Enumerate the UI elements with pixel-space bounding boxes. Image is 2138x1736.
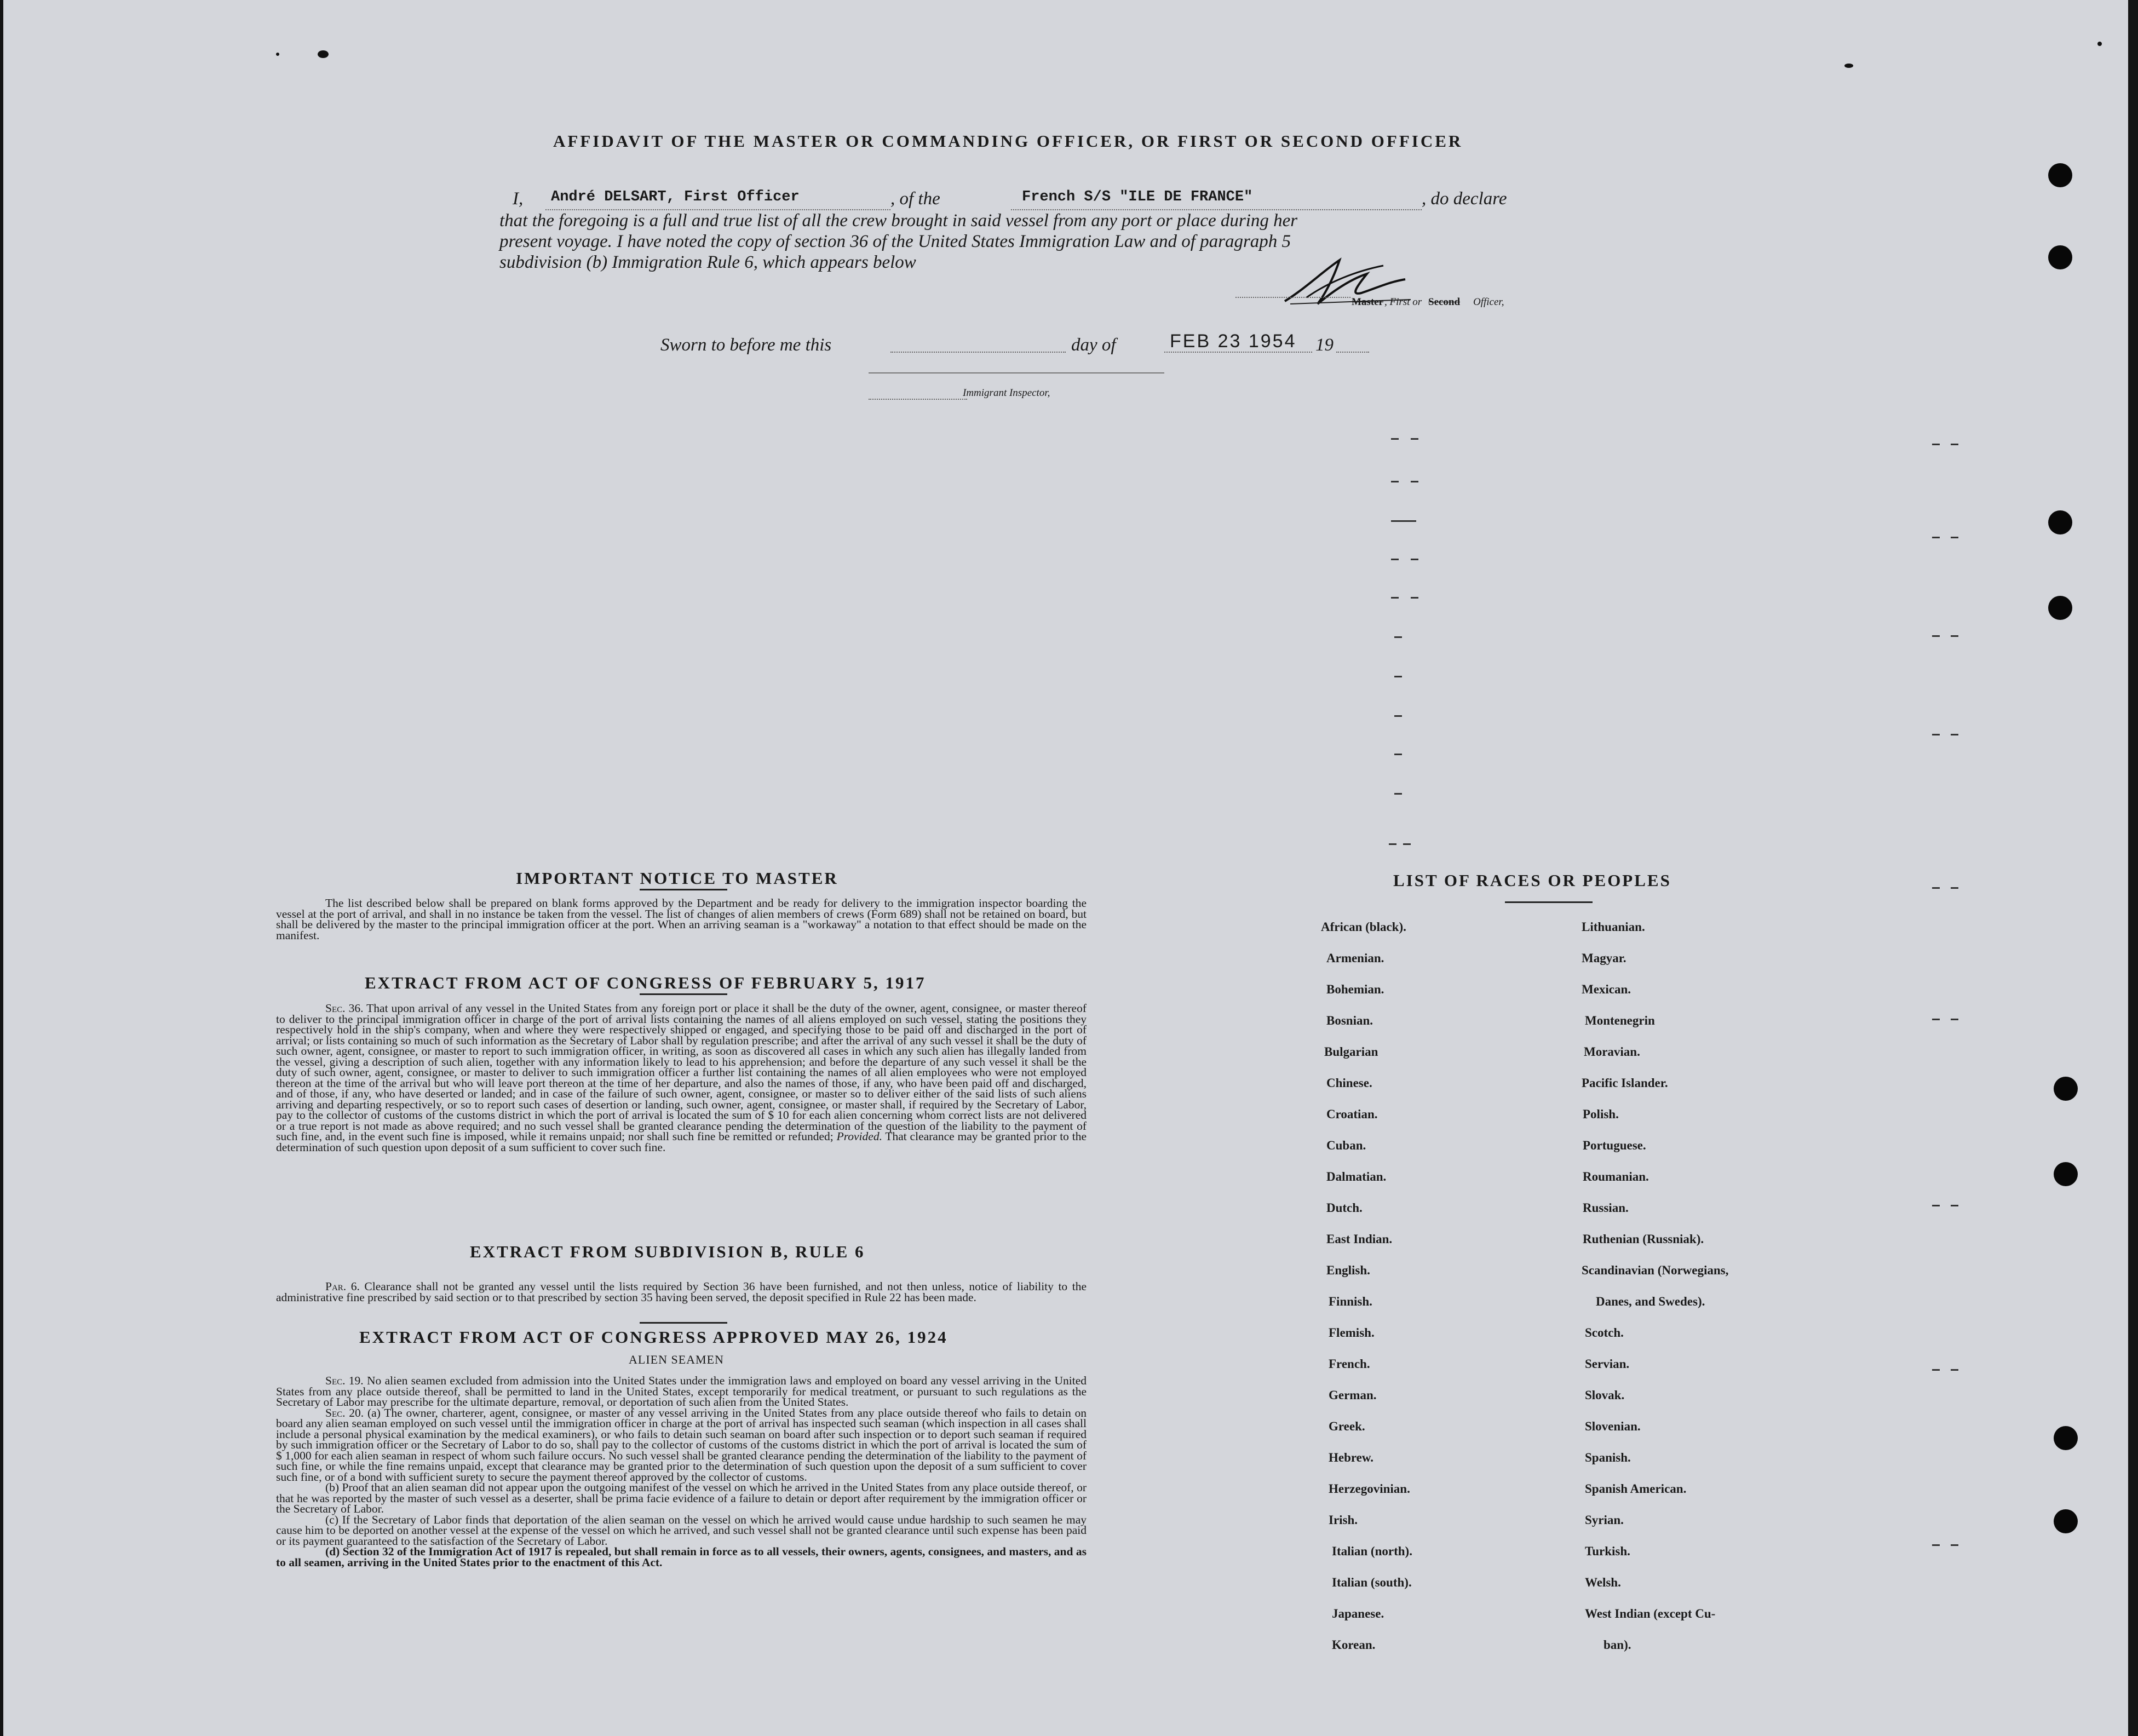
punch-hole	[2048, 510, 2072, 534]
sec-36-label: Sec. 36.	[325, 1002, 364, 1015]
race-entry-4: Moravian.	[1584, 1045, 1640, 1059]
race-entry-20: Turkish.	[1585, 1544, 1630, 1558]
sworn-day-of: day of	[1071, 335, 1116, 355]
ghost-dash	[1951, 1205, 1958, 1206]
race-entry-10: Ruthenian (Russniak).	[1583, 1232, 1704, 1246]
race-entry-20: Italian (north).	[1332, 1544, 1412, 1558]
race-entry-16: Greek.	[1329, 1419, 1365, 1433]
race-entry-7: Cuban.	[1326, 1139, 1366, 1152]
signature-caption-officer: Officer,	[1473, 296, 1504, 308]
ghost-dash	[1411, 438, 1418, 440]
document-page	[3, 0, 2128, 1736]
race-entry-3: Montenegrin	[1585, 1014, 1655, 1027]
ghost-dash	[1951, 1369, 1958, 1371]
notice-body: The list described below shall be prepared on blank forms approved by the Department and be ready for delivery to the immigration inspector boarding the vessel at the port of arrival, and shall in no instance be taken from the vessel. The list of changes of alien members of crews (Form 689) shall not be retained on board, but shall be delivered by the master to the principal immigration officer at the port. When an arriving seaman is a "workaway" a notation to that effect should be made on the manifest.	[276, 896, 1087, 942]
ghost-dash	[1411, 597, 1418, 599]
affidavit-line-2: that the foregoing is a full and true list of all the crew brought in said vessel from any port or place during her	[499, 211, 1298, 231]
ghost-dash	[1932, 444, 1940, 445]
race-entry-18: Spanish American.	[1585, 1482, 1687, 1496]
ghost-dash	[1951, 444, 1958, 445]
race-entry-12: Finnish.	[1329, 1295, 1372, 1308]
races-title: LIST OF RACES OR PEOPLES	[1393, 871, 1671, 890]
sec-20a-text: (a) The owner, charterer, agent, consignee, or master of any vessel arriving in the United States from any place outside thereof who fails to detain on board any alien seaman employed on such vessel until the immigration officer in charge at the port of arrival has inspected such seaman (which inspection in all cases shall include a personal physical examination by the medical examiners), or who fails to detain such seaman on board after such inspection or to deport such seaman if required by such immigration officer or the Secretary of Labor to do so, shall pay to the collector of customs of the customs district in which the port of arrival is located the sum of $ 1,000 for each alien seaman in respect of whom such failure occurs. No such vessel shall be granted clearance pending the determination of the liability to the payment of such fine, or while the fine remains unpaid, except that clearance may be granted prior to the determination of such question upon the deposit of a sum sufficient to cover such fine, or of a bond with sufficient surety to secure the payment thereof approved by the collector of customs.	[276, 1406, 1087, 1484]
ink-speck	[1844, 64, 1853, 68]
race-entry-14: French.	[1329, 1357, 1370, 1371]
par-6-label: Par. 6.	[325, 1280, 360, 1293]
sec-20a-paragraph	[276, 1408, 1087, 1483]
ghost-dash	[1394, 715, 1402, 717]
notice-title: IMPORTANT NOTICE TO MASTER	[516, 869, 838, 888]
ghost-dash	[1951, 1544, 1958, 1546]
affidavit-title: AFFIDAVIT OF THE MASTER OR COMMANDING OFFICER, OR FIRST OR SECOND OFFICER	[553, 131, 1463, 151]
punch-hole	[2054, 1426, 2078, 1450]
ghost-dash	[1411, 481, 1418, 482]
provided-word: Provided.	[836, 1130, 882, 1143]
ink-speck	[2097, 42, 2102, 46]
inspector-signature-line	[869, 372, 1164, 373]
sworn-year-prefix: 19	[1315, 335, 1334, 355]
affidavit-line-4: subdivision (b) Immigration Rule 6, which appears below	[499, 252, 916, 272]
race-entry-14: Servian.	[1585, 1357, 1630, 1371]
ghost-dash	[1389, 843, 1396, 845]
sworn-day-line	[890, 350, 1066, 353]
affidavit-do-declare: , do declare	[1422, 189, 1507, 209]
signature-caption-master: Master	[1352, 296, 1384, 308]
officer-name-line	[545, 208, 890, 210]
officer-name-field: André DELSART, First Officer	[551, 189, 800, 205]
punch-hole	[2048, 163, 2072, 187]
race-entry-13: Flemish.	[1329, 1326, 1375, 1340]
sworn-month-line	[1164, 350, 1312, 353]
punch-hole	[2048, 245, 2072, 269]
signature-caption-second: Second	[1428, 296, 1461, 308]
signature-line	[1235, 296, 1350, 298]
race-entry-1: Magyar.	[1582, 951, 1627, 965]
race-entry-11: English.	[1326, 1263, 1370, 1277]
race-entry-22: Japanese.	[1332, 1607, 1384, 1620]
race-entry-8: Dalmatian.	[1326, 1170, 1387, 1183]
race-entry-19: Irish.	[1329, 1513, 1358, 1527]
race-entry-16: Slovenian.	[1585, 1419, 1641, 1433]
race-entry-19: Syrian.	[1585, 1513, 1624, 1527]
race-entry-5: Chinese.	[1326, 1076, 1372, 1090]
vessel-name-line	[1011, 208, 1422, 210]
ghost-dash	[1932, 1544, 1940, 1546]
race-entry-13: Scotch.	[1585, 1326, 1624, 1340]
ink-speck	[318, 50, 329, 58]
ghost-dash	[1411, 559, 1418, 560]
races-title-rule	[1505, 901, 1593, 903]
ghost-dash	[1951, 635, 1958, 637]
punch-hole	[2054, 1077, 2078, 1101]
alien-seamen-subtitle: ALIEN SEAMEN	[629, 1353, 724, 1366]
ghost-dash	[1951, 887, 1958, 889]
extract-rule6-title: EXTRACT FROM SUBDIVISION B, RULE 6	[470, 1242, 865, 1261]
extract-1917-title: EXTRACT FROM ACT OF CONGRESS OF FEBRUARY 5, 1917	[365, 973, 926, 992]
ghost-dash	[1391, 597, 1399, 599]
ghost-dash	[1391, 481, 1399, 482]
ghost-dash	[1394, 754, 1402, 755]
ghost-dash	[1932, 1369, 1940, 1371]
vessel-name-field: French S/S "ILE DE FRANCE"	[1022, 189, 1253, 205]
race-entry-15: German.	[1329, 1388, 1377, 1402]
ghost-dash	[1932, 734, 1940, 735]
sec-19-label: Sec. 19.	[325, 1374, 364, 1387]
race-entry-9: Dutch.	[1326, 1201, 1363, 1215]
race-entry-5: Pacific Islander.	[1582, 1076, 1668, 1090]
race-entry-15: Slovak.	[1585, 1388, 1625, 1402]
ghost-dash	[1932, 537, 1940, 538]
ghost-dash	[1951, 734, 1958, 735]
race-entry-10: East Indian.	[1326, 1232, 1393, 1246]
notice-title-rule	[640, 889, 727, 890]
sec-20d-paragraph: (d) Section 32 of the Immigration Act of 1917 is repealed, but shall remain in force as to all vessels, their owners, agents, consignees, and masters, and as to all seamen, arriving in the United States prior to the enactment of this Act.	[276, 1545, 1087, 1569]
race-entry-2: Mexican.	[1582, 982, 1631, 996]
ghost-dash	[1391, 520, 1416, 522]
ghost-dash	[1932, 635, 1940, 637]
ghost-dash	[1394, 636, 1402, 638]
ink-speck	[276, 53, 279, 56]
extract-1917-body	[276, 1003, 1087, 1153]
sworn-date-stamp: FEB 23 1954	[1170, 331, 1297, 352]
race-entry-3: Bosnian.	[1326, 1014, 1373, 1027]
signature-caption-first: , First or	[1384, 296, 1422, 308]
race-entry-11: Scandinavian (Norwegians,	[1582, 1263, 1729, 1277]
punch-hole	[2048, 596, 2072, 620]
race-entry-17: Spanish.	[1585, 1451, 1631, 1464]
affidavit-of-the: , of the	[890, 189, 940, 209]
race-entry-0: African (black).	[1321, 920, 1406, 934]
ghost-dash	[1951, 537, 1958, 538]
sec-20b-paragraph: (b) Proof that an alien seaman did not appear upon the outgoing manifest of the vessel on which he arrived in the United States from any place outside thereof, or that he was reported by the master of such vessel as a deserter, shall be prima facie evidence of a failure to detain or deport after requirement by the immigration officer or the Secretary of Labor.	[276, 1481, 1087, 1515]
race-entry-9: Russian.	[1583, 1201, 1629, 1215]
sec-19-paragraph	[276, 1376, 1087, 1408]
extract-1924-body	[276, 1376, 1087, 1568]
race-entry-7: Portuguese.	[1583, 1139, 1646, 1152]
race-entry-12: Danes, and Swedes).	[1596, 1295, 1705, 1308]
inspector-caption-line	[869, 398, 967, 400]
race-entry-6: Croatian.	[1326, 1107, 1378, 1121]
punch-hole	[2054, 1509, 2078, 1533]
punch-hole	[2054, 1162, 2078, 1186]
ghost-dash	[1391, 438, 1399, 440]
race-entry-1: Armenian.	[1326, 951, 1384, 965]
ghost-dash	[1394, 793, 1402, 795]
ghost-dash	[1932, 887, 1940, 889]
extract-rule6-rule	[640, 1322, 727, 1324]
race-entry-4: Bulgarian	[1324, 1045, 1378, 1059]
race-entry-8: Roumanian.	[1583, 1170, 1649, 1183]
race-entry-21: Welsh.	[1585, 1576, 1621, 1589]
race-entry-17: Hebrew.	[1329, 1451, 1373, 1464]
extract-rule6-body	[276, 1281, 1087, 1303]
race-entry-18: Herzegovinian.	[1329, 1482, 1410, 1496]
par-6-text: Clearance shall not be granted any vessel until the lists required by Section 36 have been furnished, and not then unless, notice of liability to the administrative fine prescribed by said section or to that prescribed by section 35 having been served, the deposit specified in Rule 22 has been made.	[276, 1280, 1087, 1304]
ghost-dash	[1391, 559, 1399, 560]
affidavit-pronoun: I,	[513, 189, 524, 209]
ghost-dash	[1951, 1019, 1958, 1020]
race-entry-21: Italian (south).	[1332, 1576, 1412, 1589]
sec-20c-paragraph: (c) If the Secretary of Labor finds that deportation of the alien seaman on the vessel on which he arrived would cause undue hardship to such seamen he may cause him to be deported on another vessel at the expense of the vessel on which he arrived, and such vessel shall not be granted clearance until such expense has been paid or its payment guaranteed to the satisfaction of the Secretary of Labor.	[276, 1513, 1087, 1548]
race-entry-22: West Indian (except Cu-	[1585, 1607, 1716, 1620]
sec-36-text-end: That clearance may be granted prior to the determination of such question upon deposit of a sum sufficient to cover such fine.	[276, 1130, 1087, 1154]
race-entry-2: Bohemian.	[1326, 982, 1384, 996]
sec-19-text: No alien seamen excluded from admission into the United States under the immigration laws and employed on board any vessel arriving in the United States from any place outside thereof, shall be permitted to land in the United States, except temporarily for medical treatment, or pursuant to such regulations as the Secretary of Labor may prescribe for the ultimate departure, removal, or deportation of such alien from the United States.	[276, 1374, 1087, 1409]
sec-36-text: That upon arrival of any vessel in the United States from any foreign port or place it shall be the duty of the owner, agent, consignee, or master thereof to deliver to the principal immigration officer in charge of the port of arrival lists containing the names of all aliens employed on such vessel, stating the positions they respectively hold in the ship's company, when and where they were respectively shipped or engaged, and specifying those to be paid off and discharged in the port of arrival; or lists containing so much of such information as the Secretary of Labor shall by regulation prescribe; and after the arrival of any such vessel it shall be the duty of such owner, agent, consignee, or master to report to such immigration officer, in writing, as soon as discovered all cases in which any such alien has illegally landed from the vessel, giving a description of such alien, together with any information likely to lead to his apprehension; and before the departure of any such vessel it shall be the duty of such owner, agent, consignee, or master to deliver to such immigration officer a further list containing the names of all alien employees who were not employed thereon at the time of the arrival but who will leave port thereon at the time of her departure, and also the names of those, if any, who have been paid off and discharged, and of those, if any, who have deserted or landed; and in case of the failure of such owner, agent, consignee, or master so to deliver either of the said lists of such aliens arriving and departing respectively, or so to report such cases of desertion or landing, such owner, agent, consignee, or master shall, if required by the Secretary of Labor, pay to the collector of customs of the customs district in which the port of arrival is located the sum of $ 10 for each alien concerning whom correct lists are not delivered or a true report is not made as above required; and no such vessel shall be granted clearance pending the determination of the question of the liability to the payment of such fine, and, in the event such fine is imposed, while it remains unpaid; nor shall such fine be remitted or refunded;	[276, 1002, 1087, 1143]
ghost-dash	[1932, 1205, 1940, 1206]
race-entry-23: Korean.	[1332, 1638, 1376, 1652]
sworn-year-line	[1336, 350, 1369, 353]
race-entry-0: Lithuanian.	[1582, 920, 1645, 934]
sec-20-label: Sec. 20.	[325, 1406, 364, 1419]
ghost-dash	[1394, 676, 1402, 677]
extract-1917-rule	[640, 993, 727, 995]
ghost-dash	[1403, 843, 1411, 845]
sworn-prefix: Sworn to before me this	[660, 335, 832, 355]
extract-1924-title: EXTRACT FROM ACT OF CONGRESS APPROVED MAY 26, 1924	[359, 1327, 948, 1347]
race-entry-6: Polish.	[1583, 1107, 1619, 1121]
affidavit-line-3: present voyage. I have noted the copy of section 36 of the United States Immigration Law and of paragraph 5	[499, 232, 1291, 251]
inspector-caption: Immigrant Inspector,	[963, 387, 1050, 399]
ghost-dash	[1932, 1019, 1940, 1020]
race-entry-23: ban).	[1604, 1638, 1631, 1652]
